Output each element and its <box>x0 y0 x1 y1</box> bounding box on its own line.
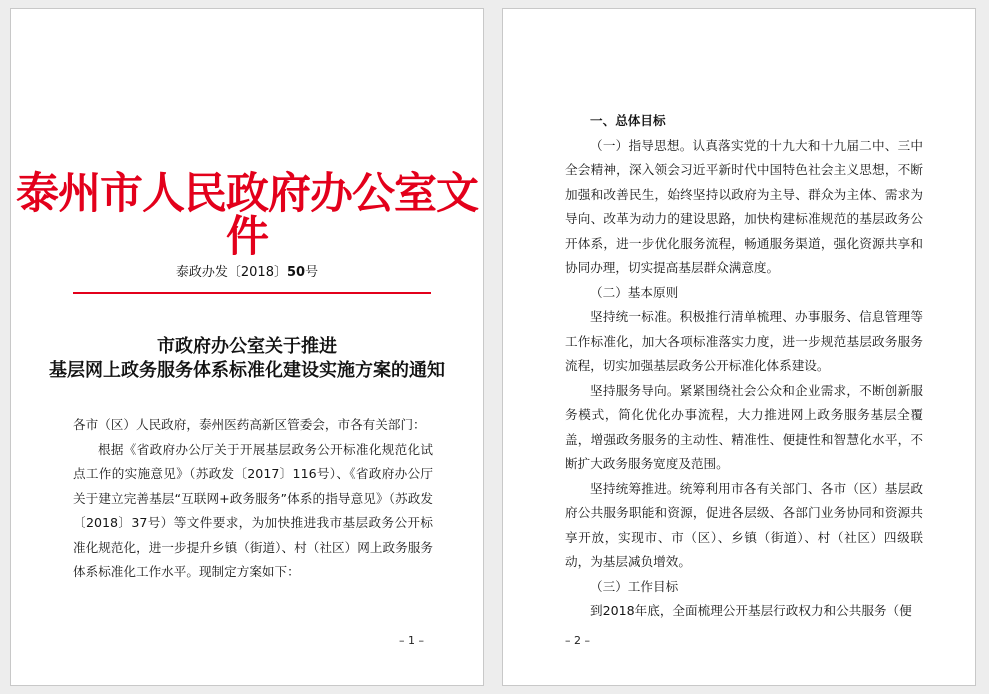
document-number <box>11 266 483 279</box>
guiding-ideology-text: 认真落实党的十九大和十九届二中、三中全会精神，深入领会习近平新时代中国特色社会主义思想，不断加强和改善民生，始终坚持以政府为主导、群众为主体、需求为导向、改革为动力的建设思路，加快构建标准规范的基层政务公开体系，进一步优化服务流程，畅通服务渠道，强化资源共享和协同办理，切实提高基层群众满意度。 <box>565 137 924 275</box>
section-heading-overall-goals: 一、总体目标 <box>590 113 666 128</box>
page-number-2: – 2 – <box>565 634 590 647</box>
principle-unified-standards: 坚持统一标准。积极推行清单梳理、办事服务、信息管理等工作标准化，加大各项标准落实力度，进一步规范基层政务服务流程，切实加强基层政务公开标准化体系建设。 <box>565 309 923 373</box>
salutation: 各市（区）人民政府，泰州医药高新区管委会，市各有关部门： <box>73 417 426 432</box>
notice-title-line-2: 基层网上政务服务体系标准化建设实施方案的通知 <box>49 360 445 381</box>
document-number-value: 50 <box>286 265 306 280</box>
principle-service-orientation: 坚持服务导向。紧紧围绕社会公众和企业需求，不断创新服务模式，简化优化办事流程，大力推进网上政务服务基层全覆盖，增强政务服务的主动性、精准性、便捷性和智慧化水平，不断扩大政务服务宽度及范围。 <box>565 382 923 471</box>
guiding-ideology-heading: （一）指导思想。 <box>590 137 693 153</box>
guiding-ideology-paragraph <box>565 134 923 281</box>
work-goals-heading: （三）工作目标 <box>590 578 679 594</box>
basic-principles-heading: （二）基本原则 <box>590 284 679 300</box>
red-header-title: 泰州市人民政府办公室文件 <box>16 169 478 262</box>
document-number-suffix: 号 <box>305 265 319 280</box>
page-1-body <box>73 413 433 585</box>
notice-title-line-1: 市政府办公室关于推进 <box>157 336 337 357</box>
page-number-1: – 1 – <box>399 634 424 647</box>
intro-paragraph: 根据《省政府办公厅关于开展基层政务公开标准化规范化试点工作的实施意见》（苏政发〔2017〕116号）、《省政府办公厅关于建立完善基层“互联网+政务服务”体系的指导意见》（苏政发〔2018〕37号）等文件要求，为加快推进我市基层政务公开标准化规范化，进一步提升乡镇（街道）、村（社区）网上政务服务体系标准化工作水平。现制定方案如下： <box>73 441 433 579</box>
page-2-body <box>565 109 923 624</box>
document-page-1 <box>10 8 484 686</box>
work-goals-text: 到2018年底，全面梳理公开基层行政权力和公共服务（便 <box>590 603 912 618</box>
document-page-2 <box>502 8 976 686</box>
red-divider-line <box>73 292 431 294</box>
principle-coordinated-promotion: 坚持统筹推进。统筹利用市各有关部门、各市（区）基层政府公共服务职能和资源，促进各层级、各部门业务协同和资源共享开放，实现市、市（区）、乡镇（街道）、村（社区）四级联动，为基层减负增效。 <box>565 480 923 569</box>
document-number-prefix: 泰政办发〔2018〕 <box>175 265 287 280</box>
notice-title <box>11 335 483 383</box>
